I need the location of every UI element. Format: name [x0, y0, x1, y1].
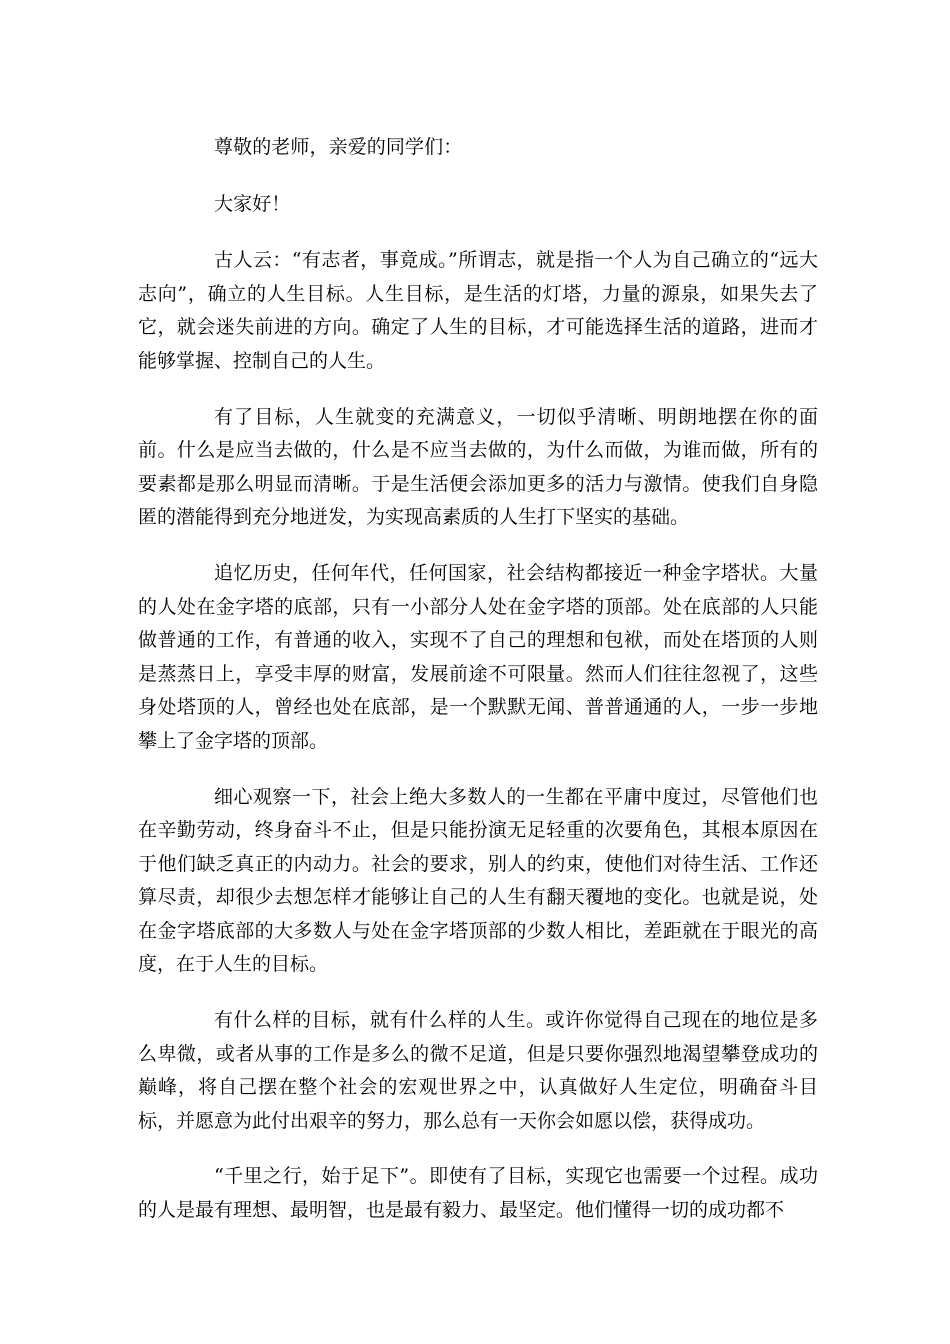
paragraph-4: 细心观察一下，社会上绝大多数人的一生都在平庸中度过，尽管他们也在辛勤劳动，终身奋斗不止，但是只能扮演无足轻重的次要角色，其根本原因在于他们缺乏真正的内动力。社会的要求，别人的约束，使他们对待生活、工作还算尽责，却很少去想怎样才能够让自己的人生有翻天覆地的变化。也就是说，处在金字塔底部的大多数人与处在金字塔顶部的少数人相比，差距就在于眼光的高度，在于人生的目标。 [138, 785, 818, 976]
paragraph-5: 有什么样的目标，就有什么样的人生。或许你觉得自己现在的地位是多么卑微，或者从事的工作是多么的微不足道，但是只要你强烈地渴望攀登成功的巅峰，将自己摆在整个社会的宏观世界之中，认真做好人生定位，明确奋斗目标，并愿意为此付出艰辛的努力，那么总有一天你会如愿以偿，获得成功。 [138, 1009, 818, 1132]
salutation: 尊敬的老师，亲爱的同学们： [214, 136, 463, 158]
paragraph-6: “千里之行，始于足下”。即使有了目标，实现它也需要一个过程。成功的人是最有理想、最明智，也是最有毅力、最坚定。他们懂得一切的成功都不 [138, 1165, 818, 1222]
paragraph-1: 古人云：“有志者，事竟成。”所谓志，就是指一个人为自己确立的“远大志向”，确立的人生目标。人生目标，是生活的灯塔，力量的源泉，如果失去了它，就会迷失前进的方向。确定了人生的目标，才可能选择生活的道路，进而才能够掌握、控制自己的人生。 [138, 249, 818, 372]
greeting: 大家好！ [214, 192, 291, 215]
paragraph-2: 有了目标，人生就变的充满意义，一切似乎清晰、明朗地摆在你的面前。什么是应当去做的，什么是不应当去做的，为什么而做，为谁而做，所有的要素都是那么明显而清晰。于是生活便会添加更多的活力与激情。使我们自身隐匿的潜能得到充分地迸发，为实现高素质的人生打下坚实的基础。 [138, 405, 818, 529]
paragraph-3: 追忆历史，任何年代，任何国家，社会结构都接近一种金字塔状。大量的人处在金字塔的底部，只有一小部分人处在金字塔的顶部。处在底部的人只能做普通的工作，有普通的收入，实现不了自己的理想和包袱，而处在塔顶的人则是蒸蒸日上，享受丰厚的财富，发展前途不可限量。然而人们往往忽视了，这些身处塔顶的人，曾经也处在底部，是一个默默无闻、普普通通的人，一步一步地攀上了金字塔的顶部。 [138, 561, 818, 752]
speech-body [138, 131, 818, 1228]
